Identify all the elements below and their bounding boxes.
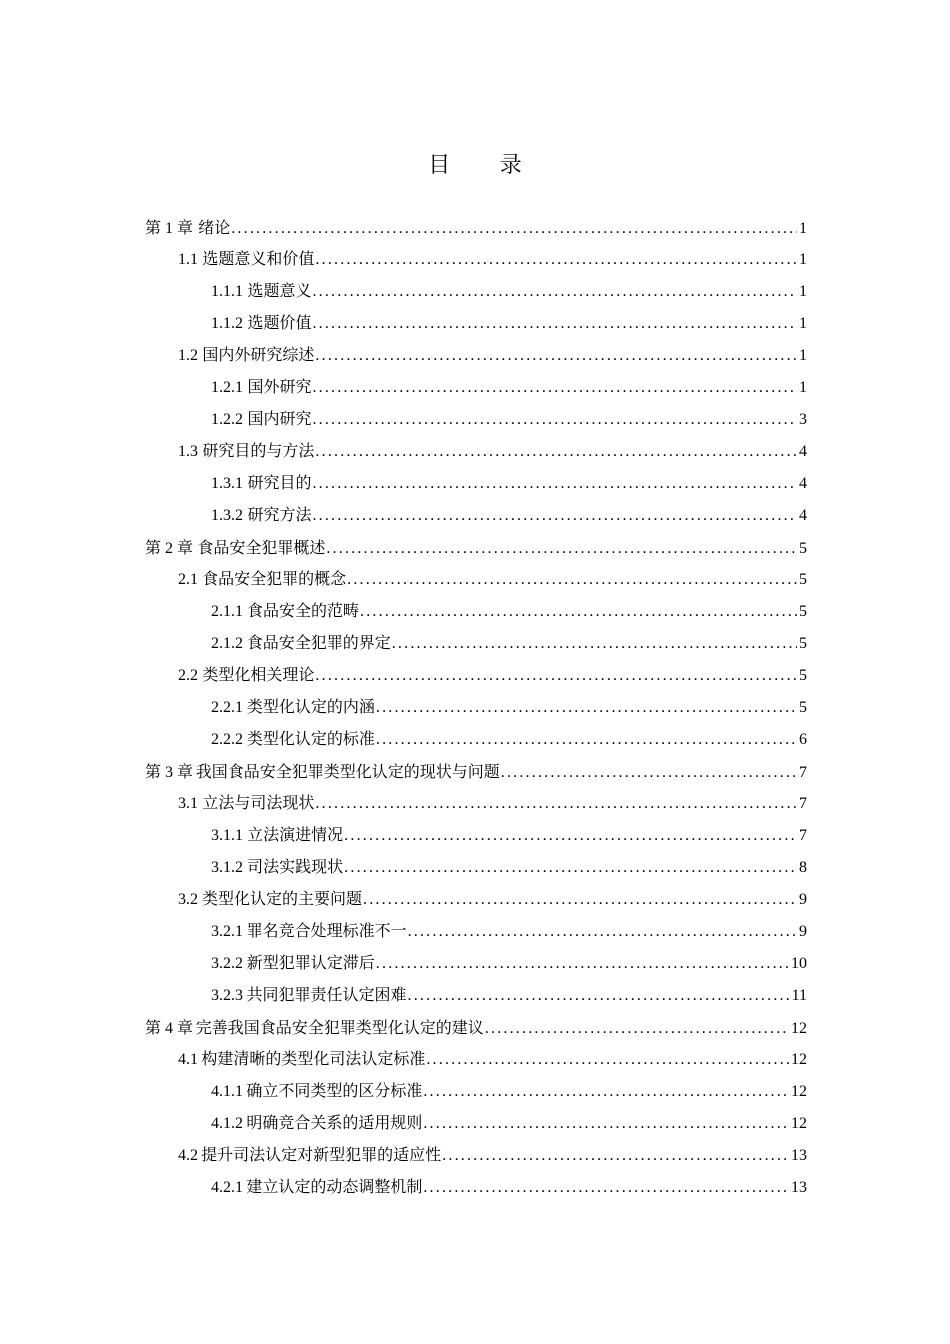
toc-entry-page-number: 1 — [799, 315, 807, 332]
toc-entry-number: 3.1.2 — [211, 859, 243, 876]
toc-entry[interactable] — [145, 500, 807, 532]
toc-entry-number: 2.2.2 — [211, 731, 243, 748]
toc-entry-page-number: 8 — [799, 859, 807, 876]
toc-dot-leader — [315, 436, 797, 468]
toc-entry-title: 明确竞合关系的适用规则 — [246, 1115, 423, 1132]
toc-dot-leader — [315, 340, 797, 372]
toc-entry[interactable] — [145, 660, 807, 692]
toc-entry-title: 共同犯罪责任认定困难 — [246, 987, 407, 1004]
toc-entry-title: 国内研究 — [247, 411, 312, 428]
toc-entry-title: 研究目的 — [247, 475, 312, 492]
toc-entry-title: 类型化认定的内涵 — [246, 699, 375, 716]
toc-entry[interactable] — [145, 308, 807, 340]
toc-entry[interactable] — [145, 564, 807, 596]
toc-entry-title: 国外研究 — [247, 379, 312, 396]
toc-entry-page-number: 11 — [791, 987, 807, 1004]
toc-entry-number: 3.2.3 — [211, 987, 243, 1004]
toc-entry-number: 3.1 — [178, 795, 198, 812]
toc-dot-leader — [408, 916, 797, 948]
toc-entry-page-number: 12 — [791, 1020, 807, 1037]
toc-entry[interactable] — [145, 1172, 807, 1204]
toc-entry[interactable] — [145, 756, 807, 788]
toc-dot-leader — [312, 468, 797, 500]
toc-entry-number: 3.2.1 — [211, 923, 243, 940]
toc-entry-number: 第 4 章 — [145, 1020, 194, 1037]
toc-entry-title: 构建清晰的类型化司法认定标准 — [201, 1051, 426, 1068]
toc-entry[interactable] — [145, 948, 807, 980]
toc-entry[interactable] — [145, 788, 807, 820]
toc-entry[interactable] — [145, 244, 807, 276]
toc-entry-number: 2.2 — [178, 667, 198, 684]
toc-entry-number: 2.1 — [178, 571, 198, 588]
toc-entry-title: 罪名竞合处理标准不一 — [246, 923, 407, 940]
toc-entry-title: 确立不同类型的区分标准 — [246, 1083, 423, 1100]
toc-entry-page-number: 1 — [799, 251, 807, 268]
toc-entry-number: 第 2 章 — [145, 540, 194, 557]
toc-entry-number: 1.2.1 — [211, 379, 243, 396]
toc-entry-number: 3.2.2 — [211, 955, 243, 972]
toc-entry-page-number: 5 — [799, 667, 807, 684]
toc-entry-number: 1.1 — [178, 251, 198, 268]
toc-title: 目 录 — [428, 152, 544, 177]
toc-entry-number: 1.3.1 — [211, 475, 243, 492]
toc-entry-page-number: 9 — [799, 891, 807, 908]
toc-entry[interactable] — [145, 596, 807, 628]
toc-entry-page-number: 1 — [799, 379, 807, 396]
toc-entry[interactable] — [145, 372, 807, 404]
toc-dot-leader — [392, 628, 797, 660]
toc-entry-page-number: 4 — [799, 443, 807, 460]
toc-entry-page-number: 10 — [791, 955, 807, 972]
toc-entry[interactable] — [145, 1076, 807, 1108]
toc-entry[interactable] — [145, 820, 807, 852]
toc-entry[interactable] — [145, 340, 807, 372]
toc-entry-title: 新型犯罪认定滞后 — [246, 955, 375, 972]
toc-dot-leader — [363, 884, 797, 916]
toc-entry-title: 食品安全犯罪的概念 — [202, 571, 347, 588]
toc-entry-number: 1.3.2 — [211, 507, 243, 524]
toc-entry-number: 1.2.2 — [211, 411, 243, 428]
toc-entry[interactable] — [145, 468, 807, 500]
toc-entry-title: 研究方法 — [247, 507, 312, 524]
toc-entry-number: 4.1.1 — [211, 1083, 243, 1100]
toc-entry[interactable] — [145, 980, 807, 1012]
toc-list — [145, 212, 807, 1204]
toc-dot-leader — [485, 1013, 789, 1045]
toc-entry[interactable] — [145, 436, 807, 468]
toc-entry-number: 1.1.2 — [211, 315, 243, 332]
toc-entry-page-number: 5 — [799, 571, 807, 588]
toc-dot-leader — [376, 692, 797, 724]
toc-entry-page-number: 12 — [791, 1051, 807, 1068]
toc-entry-title: 选题意义 — [247, 283, 312, 300]
toc-entry[interactable] — [145, 276, 807, 308]
toc-entry-title: 类型化相关理论 — [202, 667, 315, 684]
toc-entry-page-number: 12 — [791, 1115, 807, 1132]
toc-entry-number: 第 1 章 — [145, 220, 194, 237]
toc-dot-leader — [347, 564, 797, 596]
toc-entry-number: 4.2.1 — [211, 1179, 243, 1196]
toc-dot-leader — [344, 852, 797, 884]
toc-entry-page-number: 1 — [799, 347, 807, 364]
toc-entry-title: 建立认定的动态调整机制 — [246, 1179, 423, 1196]
toc-dot-leader — [315, 660, 797, 692]
toc-dot-leader — [326, 533, 797, 565]
toc-dot-leader — [376, 724, 797, 756]
toc-dot-leader — [344, 820, 797, 852]
toc-dot-leader — [423, 1108, 789, 1140]
toc-entry-title: 选题价值 — [247, 315, 312, 332]
toc-entry[interactable] — [145, 628, 807, 660]
toc-entry-page-number: 13 — [791, 1179, 807, 1196]
toc-entry[interactable] — [145, 884, 807, 916]
toc-entry[interactable] — [145, 212, 807, 244]
toc-entry-page-number: 3 — [799, 411, 807, 428]
toc-entry-title: 立法与司法现状 — [202, 795, 315, 812]
toc-entry-number: 3.2 — [178, 891, 198, 908]
toc-entry-page-number: 4 — [799, 507, 807, 524]
toc-entry-title: 绪论 — [198, 218, 231, 237]
toc-entry-page-number: 13 — [791, 1147, 807, 1164]
toc-entry[interactable] — [145, 724, 807, 756]
toc-dot-leader — [376, 948, 789, 980]
toc-entry[interactable] — [145, 852, 807, 884]
toc-entry-page-number: 7 — [799, 827, 807, 844]
toc-entry[interactable] — [145, 916, 807, 948]
toc-entry-title: 类型化认定的标准 — [246, 731, 375, 748]
toc-entry[interactable] — [145, 1012, 807, 1044]
toc-entry-page-number: 7 — [799, 795, 807, 812]
toc-entry-number: 1.2 — [178, 347, 198, 364]
toc-entry-title: 司法实践现状 — [247, 859, 344, 876]
toc-dot-leader — [408, 980, 790, 1012]
toc-dot-leader — [312, 404, 797, 436]
toc-dot-leader — [312, 308, 797, 340]
toc-entry[interactable] — [145, 1044, 807, 1076]
toc-entry-page-number: 5 — [799, 540, 807, 557]
toc-entry-page-number: 5 — [799, 635, 807, 652]
toc-entry-title: 食品安全犯罪概述 — [197, 538, 326, 557]
toc-dot-leader — [360, 596, 797, 628]
toc-entry-number: 第 3 章 — [145, 764, 194, 781]
toc-dot-leader — [501, 757, 797, 789]
toc-entry-number: 4.1 — [178, 1051, 198, 1068]
toc-entry-number: 1.3 — [178, 443, 198, 460]
toc-entry-number: 1.1.1 — [211, 283, 243, 300]
toc-dot-leader — [315, 788, 797, 820]
toc-dot-leader — [312, 500, 797, 532]
toc-entry-title: 选题意义和价值 — [202, 251, 315, 268]
toc-entry-page-number: 6 — [799, 731, 807, 748]
toc-entry-number: 2.2.1 — [211, 699, 243, 716]
toc-dot-leader — [442, 1140, 789, 1172]
toc-entry-title: 类型化认定的主要问题 — [201, 891, 362, 908]
toc-entry-page-number: 12 — [791, 1083, 807, 1100]
toc-entry-page-number: 7 — [799, 764, 807, 781]
toc-entry-page-number: 1 — [799, 220, 807, 237]
toc-entry-title: 我国食品安全犯罪类型化认定的现状与问题 — [195, 762, 500, 781]
toc-entry[interactable] — [145, 1140, 807, 1172]
toc-entry-title: 国内外研究综述 — [202, 347, 315, 364]
toc-dot-leader — [423, 1076, 789, 1108]
toc-entry-title: 食品安全的范畴 — [247, 603, 360, 620]
toc-dot-leader — [423, 1172, 789, 1204]
toc-entry-page-number: 5 — [799, 699, 807, 716]
toc-entry-number: 2.1.2 — [211, 635, 243, 652]
toc-entry-number: 3.1.1 — [211, 827, 243, 844]
toc-entry[interactable] — [145, 1108, 807, 1140]
toc-entry-page-number: 1 — [799, 283, 807, 300]
toc-entry[interactable] — [145, 404, 807, 436]
toc-entry-title: 食品安全犯罪的界定 — [246, 635, 391, 652]
toc-entry-page-number: 5 — [799, 603, 807, 620]
toc-entry[interactable] — [145, 532, 807, 564]
toc-dot-leader — [312, 372, 797, 404]
toc-entry-page-number: 4 — [799, 475, 807, 492]
toc-dot-leader — [315, 244, 797, 276]
toc-entry-number: 2.1.1 — [211, 603, 243, 620]
toc-dot-leader — [312, 276, 797, 308]
toc-dot-leader — [426, 1044, 789, 1076]
toc-entry[interactable] — [145, 692, 807, 724]
toc-entry-number: 4.2 — [178, 1147, 198, 1164]
toc-dot-leader — [231, 213, 797, 245]
toc-entry-title: 完善我国食品安全犯罪类型化认定的建议 — [195, 1018, 484, 1037]
toc-entry-title: 研究目的与方法 — [202, 443, 315, 460]
toc-entry-number: 4.1.2 — [211, 1115, 243, 1132]
toc-entry-title: 立法演进情况 — [247, 827, 344, 844]
toc-entry-title: 提升司法认定对新型犯罪的适应性 — [201, 1147, 442, 1164]
toc-entry-page-number: 9 — [799, 923, 807, 940]
